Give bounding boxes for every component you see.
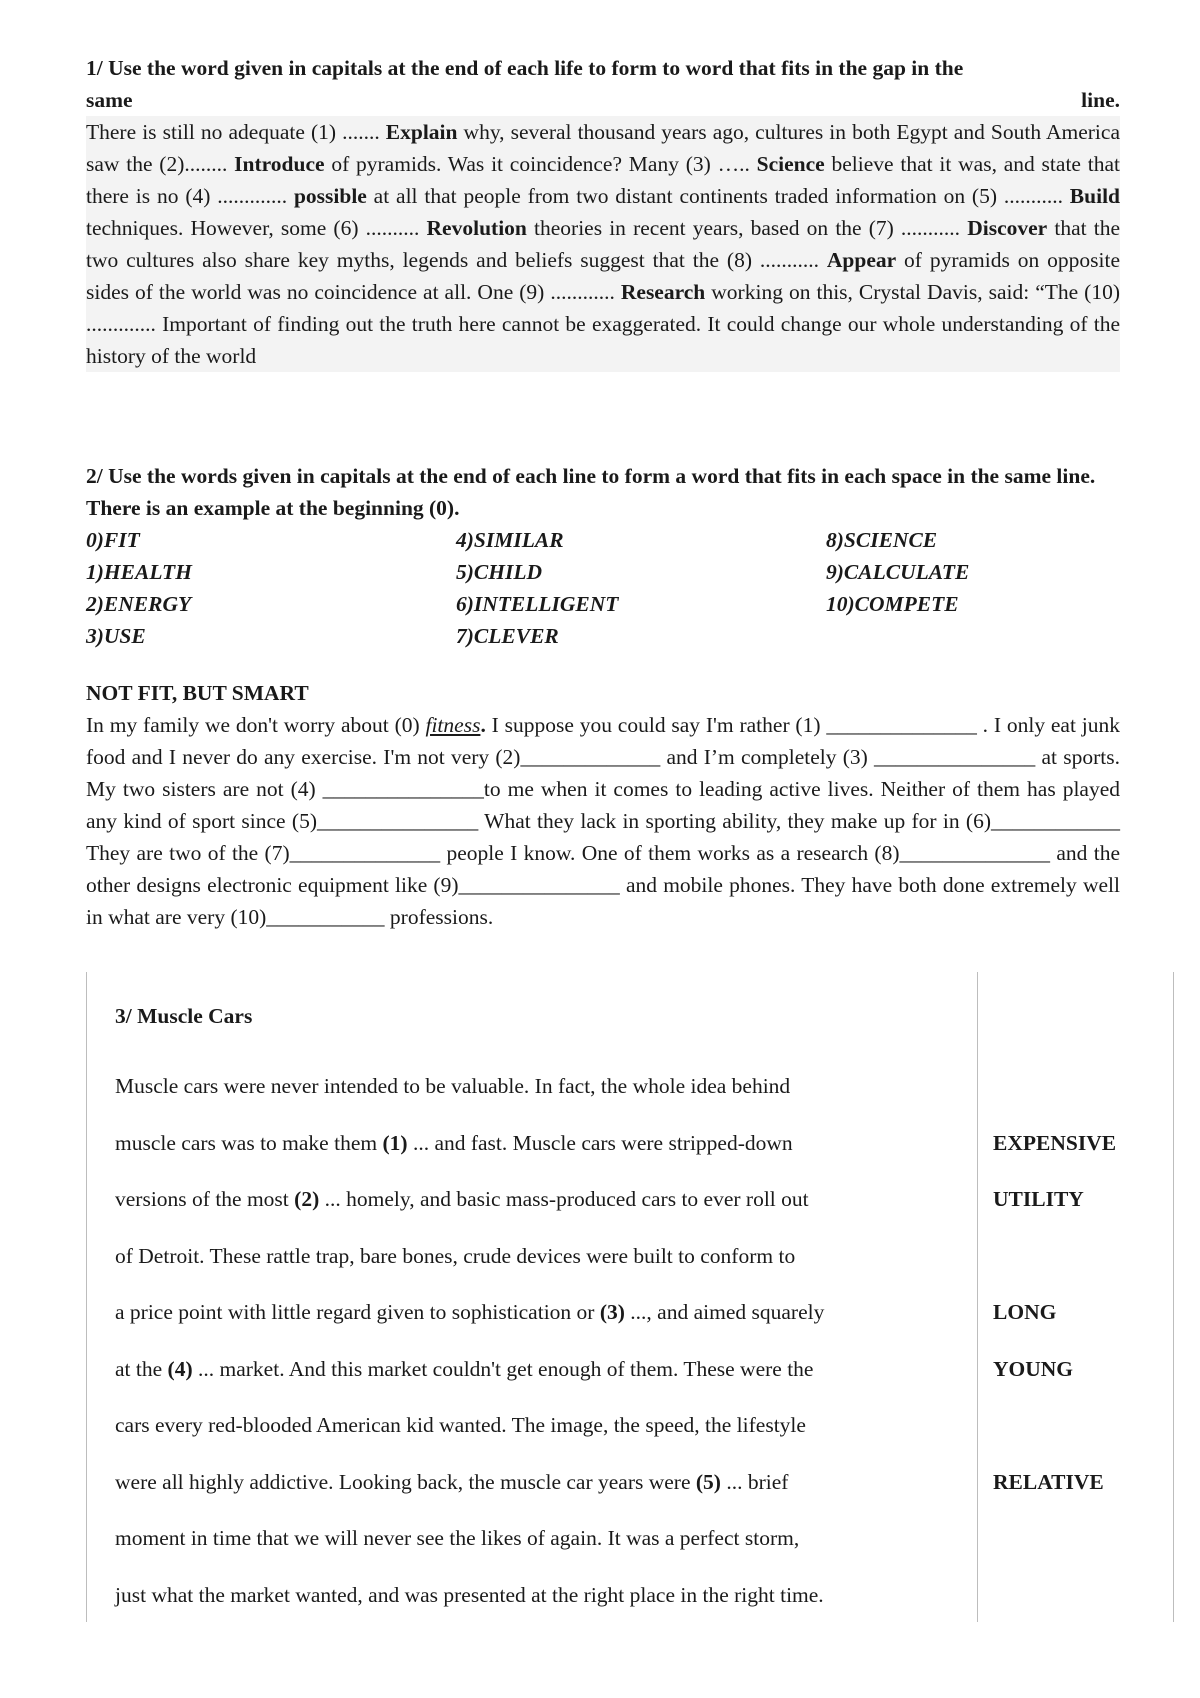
- passage-line: just what the market wanted, and was presented at the right place in the right time.: [115, 1582, 824, 1607]
- exercise-1-instruction: 1/ Use the word given in capitals at the end of each life to form to word that fits in the gap in the: [86, 56, 964, 80]
- passage-text: that the two cultures also share key myths, legends and beliefs suggest that the (8) ...........: [86, 216, 1120, 272]
- word-bank-item: 6)INTELLIGENT: [456, 592, 619, 616]
- passage-line: moment in time that we will never see the likes of again. It was a perfect storm,: [115, 1526, 800, 1550]
- keyword: Research: [620, 280, 706, 304]
- keyword-cue: EXPENSIVE: [993, 1130, 1117, 1155]
- word-bank-item: 1)HEALTH: [86, 560, 192, 584]
- exercise-2-instruction: 2/ Use the words given in capitals at the end of each line to form a word that fits in each space in the same line. There is an example at the beginning (0).: [86, 464, 1096, 520]
- passage-line: at the (4) ... market. And this market couldn't get enough of them. These were the: [115, 1356, 814, 1381]
- passage-line: were all highly addictive. Looking back, the muscle car years were (5) ... brief: [115, 1469, 789, 1494]
- passage-text: why, several thousand years ago, cultures in both Egypt and South America saw the (2)........: [86, 120, 1120, 176]
- word-bank-column-2: [456, 524, 826, 652]
- passage-text: theories in recent years, based on the (7) ...........: [526, 216, 968, 240]
- keyword: Discover: [967, 216, 1048, 240]
- word-bank-item: 8)SCIENCE: [826, 528, 938, 552]
- keyword-cue: UTILITY: [993, 1187, 1084, 1211]
- keyword: Revolution: [426, 216, 527, 240]
- exercise-3-title: 3/ Muscle Cars: [115, 1004, 253, 1028]
- table-right-border: [1173, 972, 1174, 1622]
- passage-line: of Detroit. These rattle trap, bare bones, crude devices were built to conform to: [115, 1243, 796, 1268]
- exercise-1-instruction-end: same line.: [86, 88, 1120, 112]
- column-divider: [977, 972, 978, 1622]
- passage-text: There is still no adequate (1) .......: [86, 120, 386, 144]
- passage-line: versions of the most (2) ... homely, and basic mass-produced cars to ever roll out: [115, 1187, 809, 1211]
- exercise-3-table: [86, 972, 1175, 1622]
- word-bank-item: 5)CHILD: [456, 560, 542, 584]
- story-title: NOT FIT, BUT SMART: [86, 681, 309, 705]
- word-bank: [86, 524, 1120, 652]
- keyword: possible: [293, 184, 367, 208]
- word-bank-item: 10)COMPETE: [826, 592, 959, 616]
- passage-line: cars every red-blooded American kid wanted. The image, the speed, the lifestyle: [115, 1413, 806, 1437]
- keyword: Science: [756, 152, 825, 176]
- keyword: Appear: [826, 248, 897, 272]
- word-bank-column-1: [86, 524, 456, 652]
- passage-text: at all that people from two distant continents traded information on (5) ...........: [366, 184, 1070, 208]
- passage-text: of pyramids on opposite sides of the world was no coincidence at all. One (9) ............: [86, 248, 1120, 304]
- keyword-cue: YOUNG: [993, 1356, 1074, 1381]
- word-bank-item: 0)FIT: [86, 528, 140, 552]
- keyword-cue: LONG: [993, 1300, 1057, 1324]
- keyword: Introduce: [234, 152, 325, 176]
- word-bank-item: 7)CLEVER: [456, 624, 559, 648]
- passage-line: Muscle cars were never intended to be valuable. In fact, the whole idea behind: [115, 1074, 791, 1098]
- passage-line: a price point with little regard given to sophistication or (3) ..., and aimed squarely: [115, 1300, 825, 1324]
- passage-text: of pyramids. Was it coincidence? Many (3) …..: [324, 152, 757, 176]
- word-bank-item: 9)CALCULATE: [826, 560, 970, 584]
- word-bank-item: 3)USE: [86, 624, 146, 648]
- keyword: Explain: [385, 120, 458, 144]
- exercise-2: [86, 460, 1120, 933]
- passage-line: muscle cars was to make them (1) ... and fast. Muscle cars were stripped-down: [115, 1130, 793, 1155]
- story-passage: In my family we don't worry about (0) fitness. I suppose you could say I'm rather (1) ______________ . I only eat junk food and I never do any exercise. I'm not very (2)_____________ and I’m completely (3) _______________ at sports. My two sisters are not (4) _______________to me when it comes to leading active lives. Neither of them has played any kind of sport since (5)_______________ What they lack in sporting ability, they make up for in (6)____________ They are two of the (7)______________ people I know. One of them works as a research (8)______________ and the other designs electronic equipment like (9)_______________ and mobile phones. They have both done extremely well in what are very (10)___________ professions.: [86, 713, 1121, 929]
- keyword-cue: RELATIVE: [993, 1469, 1104, 1494]
- exercise-1-passage: [86, 116, 1120, 372]
- passage-text: techniques. However, some (6) ..........: [86, 216, 427, 240]
- word-bank-item: 2)ENERGY: [86, 592, 192, 616]
- example-answer: fitness: [425, 713, 481, 737]
- passage-text: working on this, Crystal Davis, said: “The (10) ............. Important of finding out the truth here cannot be exaggerated. It could change our whole understanding of the history of the world: [86, 280, 1121, 368]
- word-bank-item: 4)SIMILAR: [456, 528, 564, 552]
- keyword: Build: [1069, 184, 1120, 208]
- passage-text: believe that it was, and state that there is no (4) .............: [86, 152, 1120, 208]
- word-bank-column-3: [826, 524, 1120, 652]
- exercise-1: [86, 52, 1120, 372]
